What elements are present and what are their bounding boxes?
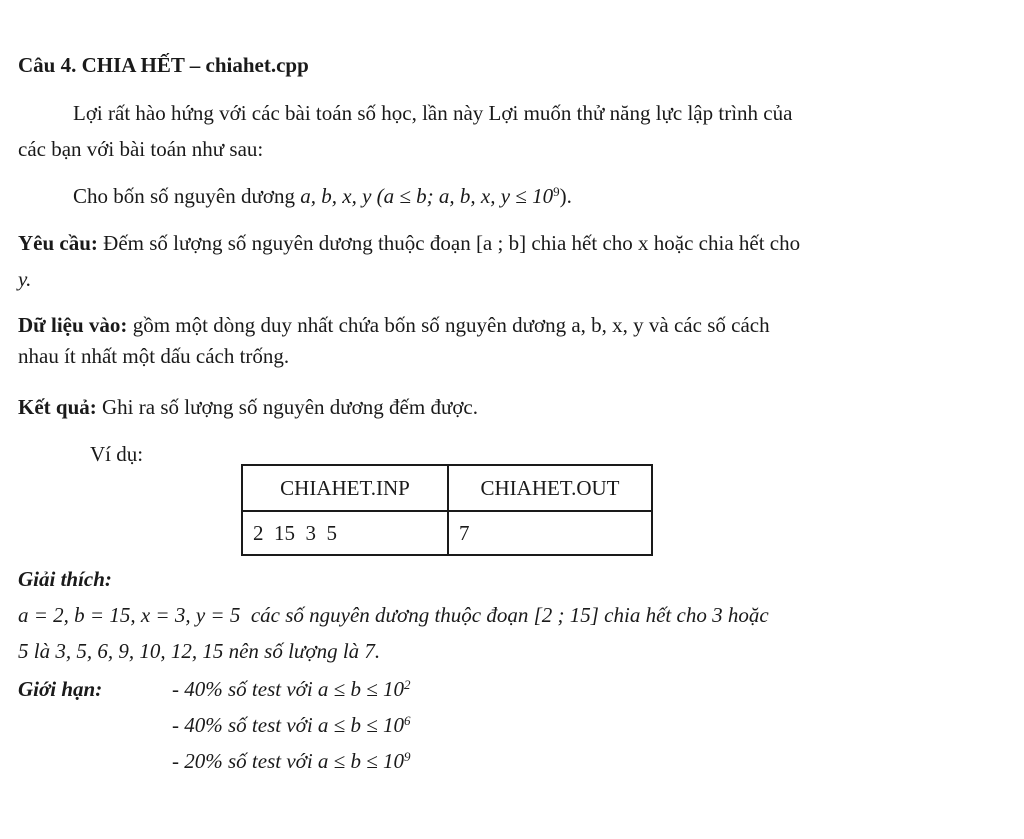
limit-item: - 40% số test với $a \le b \le 10^2$ — [172, 676, 411, 701]
table-row — [242, 511, 652, 555]
given-exponent: 9 — [553, 183, 560, 199]
requirement-label: Yêu cầu: — [18, 231, 98, 255]
input-line-1 — [18, 312, 770, 338]
given-close: ). — [559, 184, 572, 208]
table-header-row — [242, 465, 652, 511]
example-table — [241, 464, 653, 556]
explanation-label: Giải thích: — [18, 567, 112, 591]
table-header-output: CHIAHET.OUT — [448, 465, 652, 511]
limit-exponent: 6 — [403, 712, 411, 728]
table-header-input: CHIAHET.INP — [242, 465, 448, 511]
input-text-1: gồm một dòng duy nhất chứa bốn số nguyên dương a, b, x, y và các số cách — [127, 313, 770, 337]
requirement-line-1 — [18, 230, 800, 256]
requirement-text-1: Đếm số lượng số nguyên dương thuộc đoạn [a ; b] chia hết cho x hoặc chia hết cho — [97, 231, 801, 255]
input-label: Dữ liệu vào: — [18, 313, 128, 337]
table-cell-output: 7 — [448, 511, 652, 555]
limit-exponent: 9 — [403, 748, 411, 764]
limit-exponent: 2 — [403, 676, 411, 692]
limit-item: - 20% số test với $a \le b \le 10^9$ — [172, 748, 411, 773]
example-label: Ví dụ: — [90, 442, 144, 466]
problem-title: Câu 4. CHIA HẾT – chiahet.cpp — [18, 53, 309, 77]
limit-item: - 40% số test với $a \le b \le 10^6$ — [172, 712, 411, 737]
limits-label: Giới hạn: — [18, 677, 103, 701]
given-condition: (a ≤ b; a, b, x, y ≤ 10 — [371, 184, 554, 208]
requirement-line-2: y. — [18, 267, 32, 291]
intro-line-1: Lợi rất hào hứng với các bài toán số học, lần này Lợi muốn thử năng lực lập trình của — [73, 101, 793, 125]
given-statement — [73, 183, 572, 209]
output-text: Ghi ra số lượng số nguyên dương đếm được. — [96, 395, 479, 419]
given-prefix: Cho bốn số nguyên dương — [73, 184, 301, 208]
input-line-2: nhau ít nhất một dấu cách trống. — [18, 344, 290, 368]
table-cell-input: 2 15 3 5 — [242, 511, 448, 555]
explanation-line-1: a = 2, b = 15, x = 3, y = 5 các số nguyên dương thuộc đoạn [2 ; 15] chia hết cho 3 hoặc — [18, 603, 769, 627]
output-line — [18, 394, 478, 420]
given-vars: a, b, x, y — [300, 184, 372, 208]
explanation-line-2: 5 là 3, 5, 6, 9, 10, 12, 15 nên số lượng là 7. — [18, 639, 381, 663]
intro-line-2: các bạn với bài toán như sau: — [18, 137, 264, 161]
output-label: Kết quả: — [18, 395, 97, 419]
